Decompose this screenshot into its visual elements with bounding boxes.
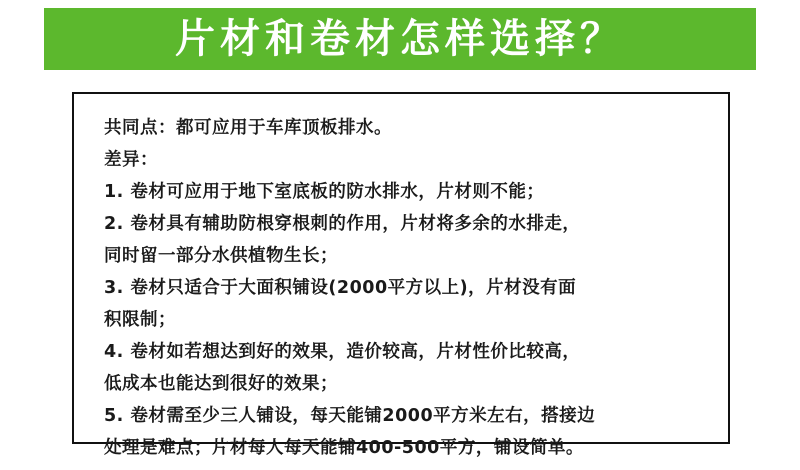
text-line: 2. 卷材具有辅助防根穿根刺的作用，片材将多余的水排走， [104,214,581,234]
content-text-block [74,94,728,464]
content-box [72,92,730,458]
text-line: 处理是难点；片材每人每天能铺400-500平方，铺设简单。 [104,438,584,458]
text-line: 1. 卷材可应用于地下室底板的防水排水，片材则不能； [104,182,545,202]
text-line: 共同点：都可应用于车库顶板排水。 [104,118,392,138]
text-line: 4. 卷材如若想达到好的效果，造价较高，片材性价比较高， [104,342,581,362]
title-banner [44,8,756,70]
text-line: 3. 卷材只适合于大面积铺设(2000平方以上)，片材没有面 [104,278,577,298]
text-line: 同时留一部分水供植物生长； [104,246,338,266]
text-line: 5. 卷材需至少三人铺设，每天能铺2000平方米左右，搭接边 [104,406,596,426]
text-line: 低成本也能达到很好的效果； [104,374,338,394]
page-title: 片材和卷材怎样选择？ [175,16,625,62]
text-line: 差异： [104,150,158,170]
text-line: 积限制； [104,310,176,330]
